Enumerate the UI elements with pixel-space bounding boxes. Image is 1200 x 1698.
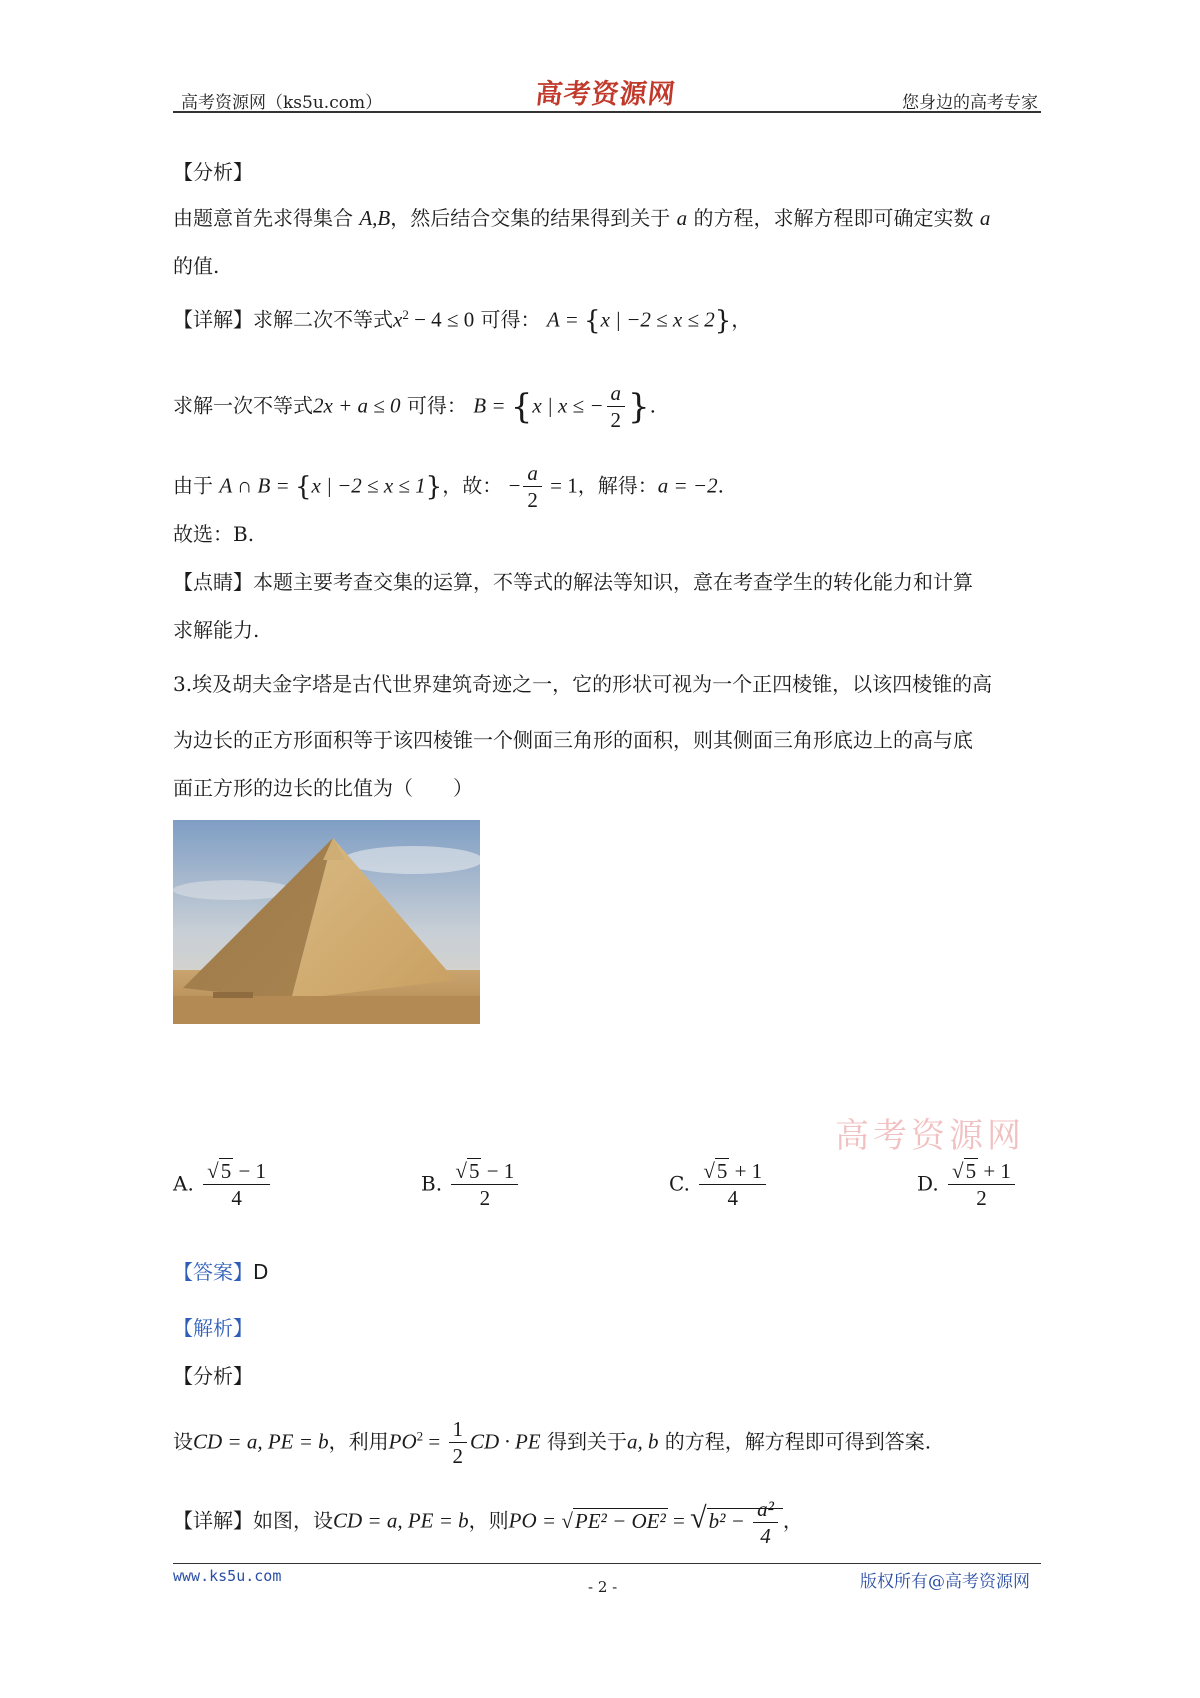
header-logo: 高考资源网 <box>534 79 678 110</box>
comment-line-2: 求解能力. <box>173 618 260 642</box>
q3-detail-tag: 【详解】 <box>173 1508 253 1533</box>
watermark-logo: 高考资源网 <box>835 1116 1025 1156</box>
detail-line-3: 由于 A ∩ B = {x | −2 ≤ x ≤ 1}，故： − $\frac{a}{2}$ = 1，解得：a = −2. <box>173 461 724 513</box>
fraction-one-half: $\frac{1}{2}$ <box>449 1416 468 1470</box>
pyramid-photo <box>173 820 480 1024</box>
comment-tag: 【点睛】 <box>173 570 253 594</box>
option-a[interactable]: A. $\frac{√5 - 1}{4}$ <box>173 1158 273 1212</box>
detail-line-2: 求解一次不等式2x + a ≤ 0 可得： B = {x | x ≤ − $\frac{a}{2}$ }. <box>173 381 657 433</box>
page-number: - 2 - <box>588 1578 618 1596</box>
footer-url-link[interactable]: www.ks5u.com <box>173 1567 282 1585</box>
question-3-line-3: 面正方形的边长的比值为（ ） <box>173 776 473 800</box>
detail-line-1: 【详解】求解二次不等式$x^2 - 4 \le 0$ 可得： A = {x | −2 ≤ x ≤ 2}， <box>173 306 752 337</box>
header-divider <box>173 111 1041 113</box>
comment-line-1: 【点睛】本题主要考查交集的运算，不等式的解法等知识，意在考查学生的转化能力和计算 <box>173 570 973 594</box>
footer-copyright: 版权所有@高考资源网 <box>860 1572 1030 1592</box>
analysis-paragraph-line-2: 的值. <box>173 254 220 278</box>
option-b[interactable]: B. $\frac{√5 - 1}{2}$ <box>421 1158 521 1212</box>
analysis-tag: 【分析】 <box>173 160 253 184</box>
footer-divider <box>173 1563 1041 1564</box>
option-d[interactable]: D. $\frac{√5 + 1}{2}$ <box>917 1158 1018 1212</box>
option-c[interactable]: C. $\frac{√5 + 1}{4}$ <box>669 1158 769 1212</box>
q3-analysis-line: 设CD = a, PE = b，利用$PO^2$ = $\frac{1}{2}$ CD · PE 得到关于a, b 的方程，解方程即可得到答案. <box>173 1417 932 1469</box>
q3-analysis-tag: 【分析】 <box>173 1364 253 1388</box>
choose-answer: 故选：B. <box>173 522 255 546</box>
analysis-paragraph-line-1: 由题意首先求得集合 A,B，然后结合交集的结果得到关于 a 的方程，求解方程即可确定实数 a <box>173 206 991 230</box>
detail-tag: 【详解】 <box>173 307 253 332</box>
answer-line <box>173 1262 268 1282</box>
jiexi-tag: 【解析】 <box>173 1316 253 1340</box>
fraction-a-over-2: $\frac{a}{2}$ <box>607 380 626 434</box>
header-slogan: 您身边的高考专家 <box>902 93 1038 113</box>
answer-value: D <box>253 1260 269 1284</box>
answer-tag: 【答案】 <box>173 1260 253 1284</box>
q3-detail-line: 【详解】如图，设CD = a, PE = b，则PO = √PE² − OE² = √b² − $\frac{\text{a²}}{4}$ ， <box>173 1497 803 1549</box>
header-site-name: 高考资源网（ks5u.com） <box>181 93 383 113</box>
fraction-a-over-2-b: $\frac{a}{2}$ <box>523 460 542 514</box>
question-3-line-1: 3.埃及胡夫金字塔是古代世界建筑奇迹之一，它的形状可视为一个正四棱锥，以该四棱锥的高 <box>173 672 993 696</box>
question-3-line-2: 为边长的正方形面积等于该四棱锥一个侧面三角形的面积，则其侧面三角形底边上的高与底 <box>173 728 973 752</box>
